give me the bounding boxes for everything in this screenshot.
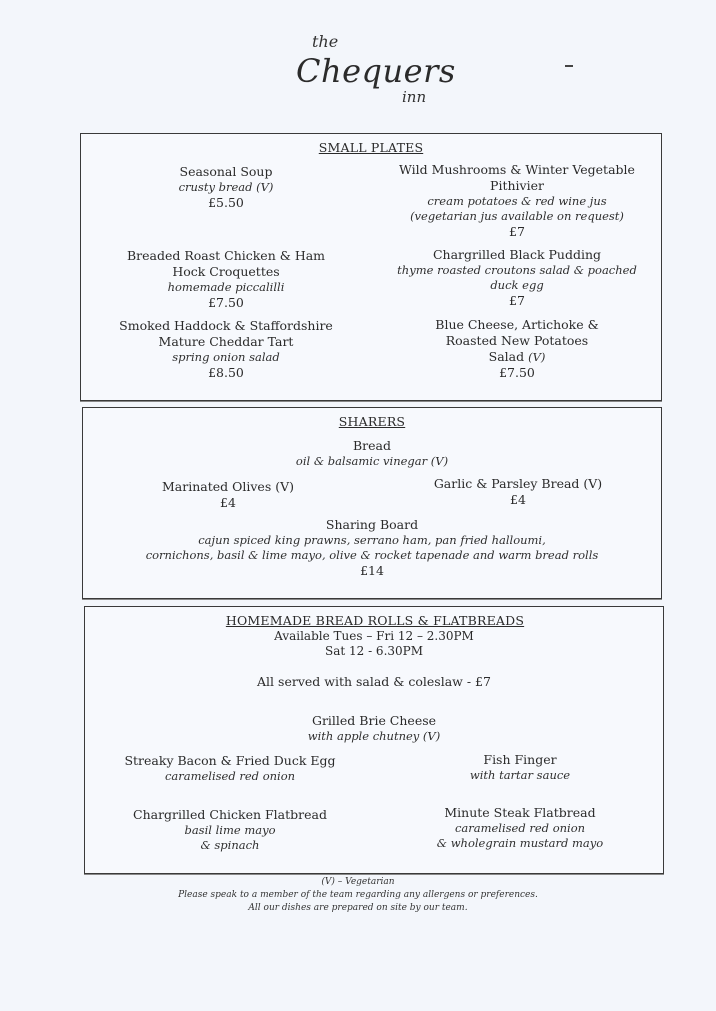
footer-notes <box>0 876 716 915</box>
item-desc: caramelised red onion <box>164 769 296 783</box>
logo-inn: inn <box>402 88 427 106</box>
menu-item-fish-finger <box>445 752 595 783</box>
item-desc-cont: cornichons, basil & lime mayo, olive & rocket tapenade and warm bread rolls <box>145 548 599 562</box>
allergen-note: Please speak to a member of the team regarding any allergens or preferences. <box>178 890 538 900</box>
item-name: Streaky Bacon & Fried Duck Egg <box>124 753 336 768</box>
menu-item-steak-flatbread <box>425 805 615 851</box>
item-desc: thyme roasted croutons salad & poached duck egg <box>397 263 637 292</box>
item-name: Fish Finger <box>483 752 557 767</box>
item-price: £14 <box>360 563 384 578</box>
chequers-inn-logo <box>290 28 460 108</box>
item-desc-cont: & spinach <box>200 838 260 852</box>
section-heading: SHARERS <box>338 414 406 429</box>
menu-item-seasonal-soup <box>121 164 331 211</box>
availability-weekday: Available Tues – Fri 12 – 2.30PM <box>274 629 474 643</box>
item-price: £8.50 <box>208 365 244 380</box>
item-price: £7.50 <box>499 365 535 380</box>
served-with-note: All served with salad & coleslaw - £7 <box>257 674 491 689</box>
item-name: Smoked Haddock & Staffordshire Mature Cheddar Tart <box>119 318 333 349</box>
item-desc: with tartar sauce <box>469 768 571 782</box>
item-desc: caramelised red onion <box>454 821 586 835</box>
item-name: Grilled Brie Cheese <box>311 713 437 728</box>
item-name: Breaded Roast Chicken & Ham Hock Croquettes <box>126 248 326 279</box>
vegetarian-mark: (V) <box>528 350 546 364</box>
item-price: £7.50 <box>208 295 244 310</box>
item-price: £4 <box>510 492 526 507</box>
sharers-section <box>82 407 662 599</box>
item-name: Bread <box>352 438 391 453</box>
item-desc: spring onion salad <box>172 350 280 364</box>
item-name: Seasonal Soup <box>179 164 273 179</box>
item-name: Chargrilled Chicken Flatbread <box>133 807 327 822</box>
menu-item-chicken-flatbread <box>125 807 335 853</box>
menu-item-bread <box>83 438 661 469</box>
menu-item-haddock-tart <box>111 318 341 381</box>
logo-name: Chequers <box>296 52 456 90</box>
menu-item-brie <box>85 713 663 744</box>
item-name: Wild Mushrooms & Winter Vegetable Pithivier <box>399 162 635 193</box>
item-price: £5.50 <box>208 195 244 210</box>
item-price: £7 <box>509 224 525 239</box>
item-name: Blue Cheese, Artichoke & Roasted New Potatoes Salad <box>435 317 599 364</box>
prepared-on-site-note: All our dishes are prepared on site by our team. <box>248 903 468 913</box>
section-heading: SMALL PLATES <box>318 140 424 155</box>
item-desc: cajun spiced king prawns, serrano ham, pan fried halloumi, <box>198 533 546 547</box>
menu-item-blue-cheese-salad <box>429 317 605 381</box>
item-price: £4 <box>220 495 236 510</box>
item-desc: homemade piccalilli <box>167 280 285 294</box>
item-name: Minute Steak Flatbread <box>444 805 596 820</box>
menu-item-olives <box>133 479 323 511</box>
item-desc: basil lime mayo <box>184 823 276 837</box>
menu-item-black-pudding <box>391 247 643 309</box>
menu-item-wild-mushrooms <box>399 162 635 240</box>
item-desc-cont: & wholegrain mustard mayo <box>436 836 604 850</box>
section-heading: HOMEMADE BREAD ROLLS & FLATBREADS <box>225 613 525 628</box>
item-name: Marinated Olives (V) <box>162 479 294 494</box>
vegetarian-key: (V) – Vegetarian <box>321 877 395 887</box>
item-desc: crusty bread (V) <box>178 180 274 194</box>
menu-item-bacon-egg <box>115 753 345 784</box>
menu-item-garlic-bread <box>418 476 618 508</box>
item-desc: cream potatoes & red wine jus <box>427 194 607 208</box>
availability-saturday: Sat 12 - 6.30PM <box>324 644 424 658</box>
item-name: Chargrilled Black Pudding <box>432 247 602 262</box>
small-plates-section <box>80 133 662 401</box>
decorative-mark <box>565 65 573 67</box>
item-desc-note: (vegetarian jus available on request) <box>410 209 624 223</box>
logo-the: the <box>312 32 339 51</box>
item-name: Garlic & Parsley Bread (V) <box>433 476 603 491</box>
item-name: Sharing Board <box>325 517 419 532</box>
item-desc: with apple chutney (V) <box>307 729 441 743</box>
menu-item-sharing-board <box>83 517 661 579</box>
bread-rolls-section <box>84 606 664 874</box>
menu-item-croquettes <box>111 248 341 311</box>
item-price: £7 <box>509 293 525 308</box>
item-desc: oil & balsamic vinegar (V) <box>295 454 449 468</box>
